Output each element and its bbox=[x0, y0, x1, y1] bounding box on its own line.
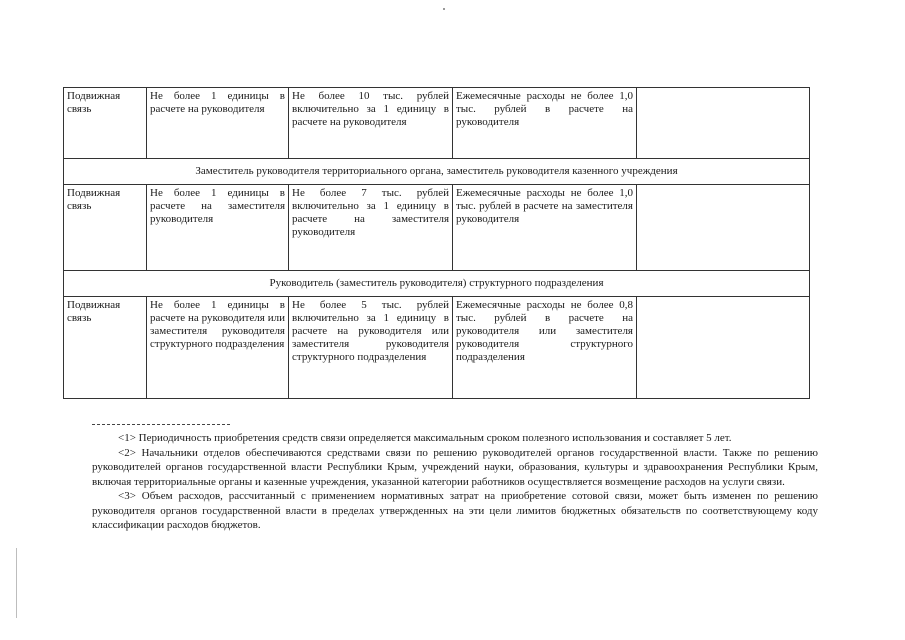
cell-monthly-cost-norm: Ежемесячные расходы не более 1,0 тыс. рублей в расчете на заместителя руководителя bbox=[453, 185, 637, 271]
table-row bbox=[64, 297, 810, 399]
cell-service-type: Подвижная связь bbox=[64, 297, 147, 399]
footnote-3: <3> Объем расходов, рассчитанный с применением нормативных затрат на приобретение сотовой связи, может быть изменен по решению руководителя органов государственной власти в пределах утвержденных на эти цели лимитов бюджетных обязательств по соответствующему коду классификации расходов бюджетов. bbox=[92, 490, 818, 531]
cell-empty bbox=[637, 185, 810, 271]
cell-monthly-cost-norm: Ежемесячные расходы не более 1,0 тыс. рублей в расчете на руководителя bbox=[453, 88, 637, 159]
footnote-separator bbox=[92, 424, 230, 425]
cell-empty bbox=[637, 88, 810, 159]
cell-service-type: Подвижная связь bbox=[64, 88, 147, 159]
table-row bbox=[64, 88, 810, 159]
cell-empty bbox=[637, 297, 810, 399]
cell-price-norm: Не более 10 тыс. рублей включительно за 1 единицу в расчете на руководителя bbox=[289, 88, 453, 159]
section-header-deputy-head: Заместитель руководителя территориального органа, заместитель руководителя казенного учреждения bbox=[64, 159, 810, 185]
cell-quantity-norm: Не более 1 единицы в расчете на руководителя bbox=[147, 88, 289, 159]
table-row bbox=[64, 185, 810, 271]
section-header-row bbox=[64, 271, 810, 297]
cell-quantity-norm: Не более 1 единицы в расчете на руководителя или заместителя руководителя структурного подразделения bbox=[147, 297, 289, 399]
cell-monthly-cost-norm: Ежемесячные расходы не более 0,8 тыс. рублей в расчете на руководителя или заместителя руководителя структурного подразделения bbox=[453, 297, 637, 399]
footnote-2: <2> Начальники отделов обеспечиваются средствами связи по решению руководителей органов государственной власти. Также по решению руководителей органов государственной власти Республики Крым, учреждений науки, образования, культуры и здравоохранения Республики Крым, включая территориальные органы и казенные учреждения, указанной категории работников осуществляется возмещение расходов на услуги связи. bbox=[92, 446, 818, 488]
cell-quantity-norm: Не более 1 единицы в расчете на заместителя руководителя bbox=[147, 185, 289, 271]
scan-edge-mark bbox=[16, 548, 17, 618]
cell-service-type: Подвижная связь bbox=[64, 185, 147, 271]
communication-norms-table bbox=[63, 87, 810, 399]
section-header-structural-unit-head: Руководитель (заместитель руководителя) структурного подразделения bbox=[64, 271, 810, 297]
cell-price-norm: Не более 7 тыс. рублей включительно за 1 единицу в расчете на заместителя руководителя bbox=[289, 185, 453, 271]
footnote-1: <1> Периодичность приобретения средств связи определяется максимальным сроком полезного использования и составляет 5 лет. bbox=[118, 432, 732, 444]
section-header-row bbox=[64, 159, 810, 185]
scan-speck bbox=[443, 8, 445, 10]
cell-price-norm: Не более 5 тыс. рублей включительно за 1 единицу в расчете на руководителя или заместителя руководителя структурного подразделения bbox=[289, 297, 453, 399]
footnotes bbox=[92, 431, 818, 533]
